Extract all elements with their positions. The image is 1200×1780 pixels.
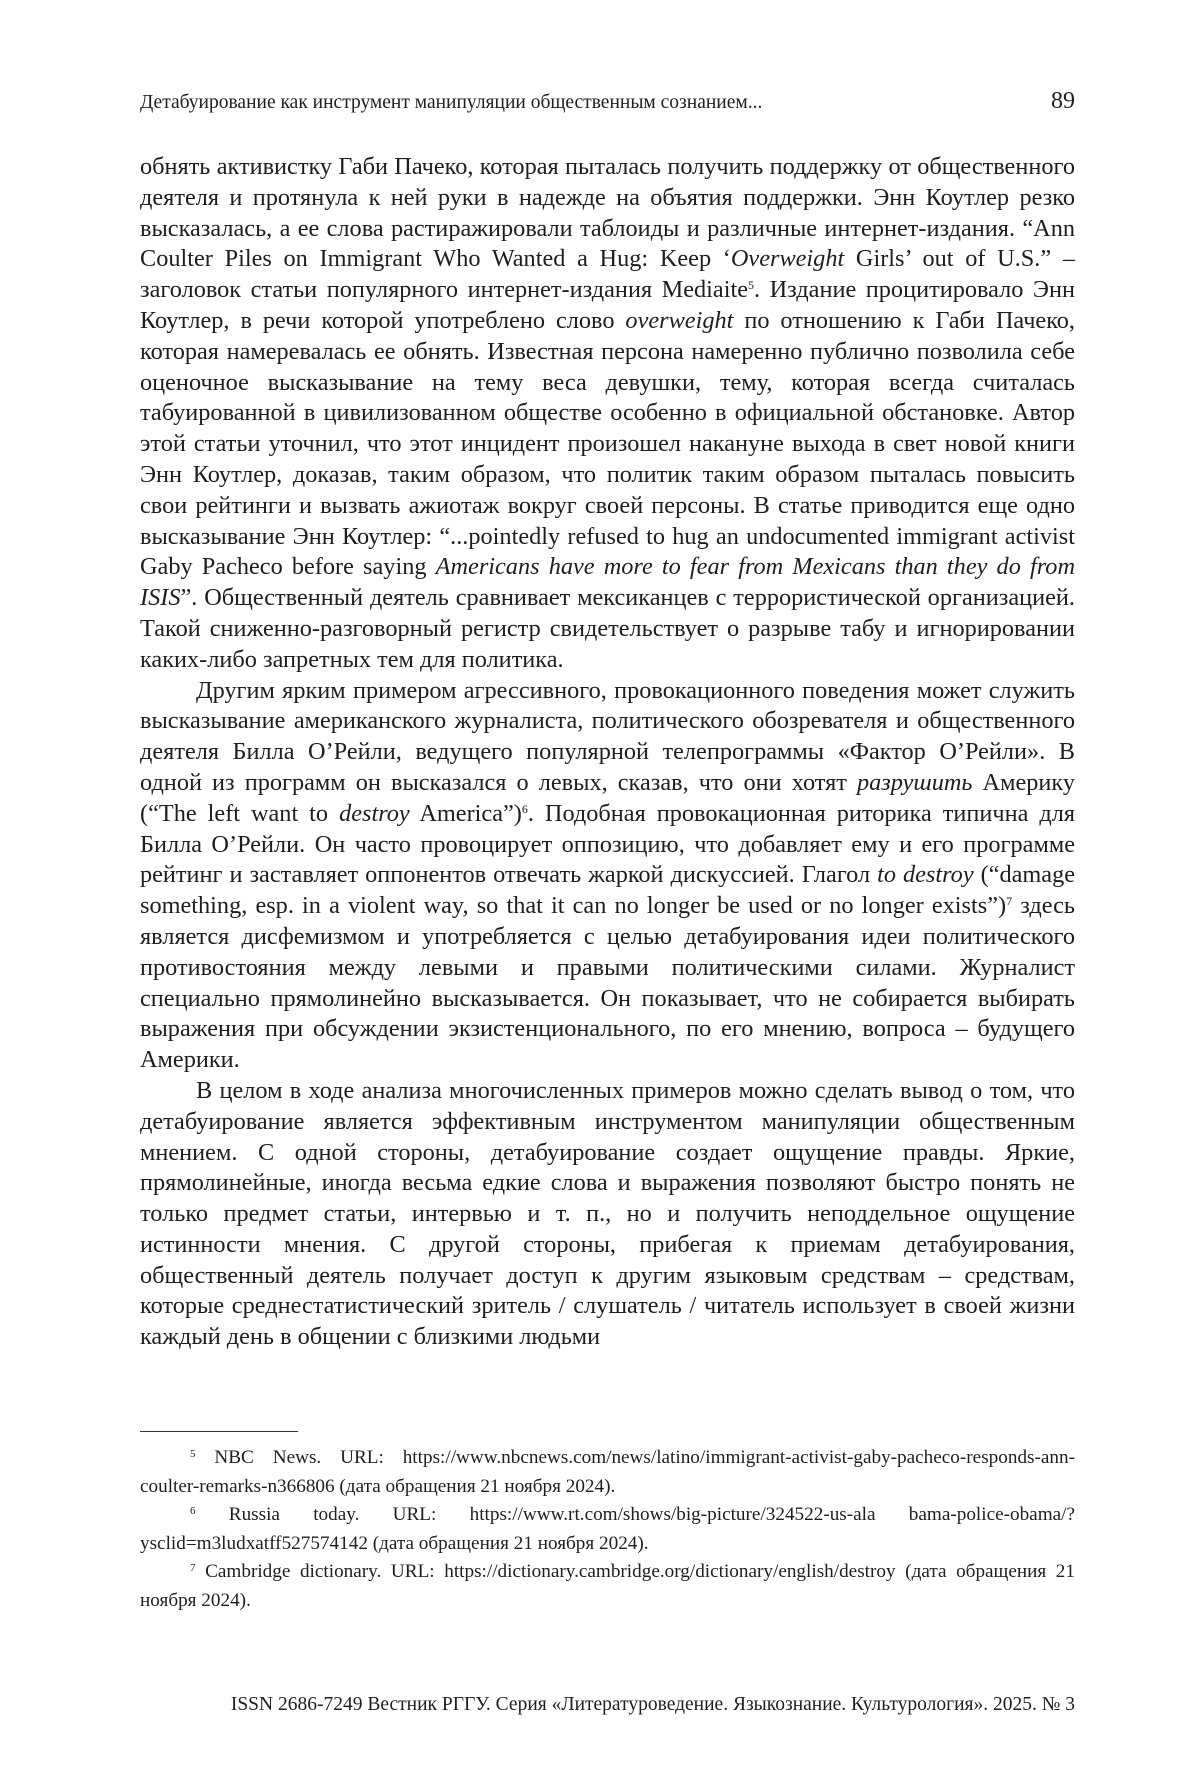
italic-text: overweight xyxy=(625,307,733,334)
text-run: обнять активистку Габи Пачеко, которая пыталась получить поддержку от общественного деятеля и протянула к ней руки в надежде на объятия поддержки. Энн Коутлер резко высказалась, а ее слова растиражировали таблоиды и различные интернет-издания. “Ann Coulter Piles on Immigrant Who Wanted a Hug: Keep ‘ xyxy=(140,153,1075,272)
footnote-ref: 6 xyxy=(522,802,528,816)
italic-text: destroy xyxy=(339,800,410,827)
paragraph xyxy=(140,152,1075,676)
paragraph xyxy=(140,676,1075,1076)
paragraph xyxy=(140,1076,1075,1353)
text-run: В целом в ходе анализа многочисленных примеров можно сделать вывод о том, что детабуирование является эффективным инструментом манипуляции общественным мнением. С одной стороны, детабуирование создает ощущение правды. Яркие, прямолинейные, иногда весьма едкие слова и выражения позволяют быстро понять не только предмет статьи, интервью и т. п., но и получить неподдельное ощущение истинности мнения. С другой стороны, прибегая к приемам детабуирования, общественный деятель получает доступ к другим языковым средствам – средствам, которые среднестатистический зритель / слушатель / читатель использует в своей жизни каждый день в общении с близкими людьми xyxy=(140,1077,1075,1350)
running-footer: ISSN 2686-7249 Вестник РГГУ. Серия «Литературоведение. Языкознание. Культурология». 2025. № 3 xyxy=(146,1694,1075,1716)
running-title: Детабуирование как инструмент манипуляции общественным сознанием... xyxy=(140,92,762,114)
footnote xyxy=(140,1444,1075,1501)
footnote xyxy=(140,1558,1075,1615)
footnote-text: Cambridge dictionary. URL: https://dictionary.cambridge.org/dictionary/english/destroy (дата обращения 21 ноября 2024). xyxy=(140,1561,1075,1611)
running-header xyxy=(140,88,1075,115)
text-run: Другим ярким примером агрессивного, провокационного поведения может служить высказывание американского журналиста, политического обозревателя и общественного деятеля Билла О’Рейли, ведущего популярной телепрограммы «Фактор О’Рейли». В одной из программ он высказался о левых, сказав, что они хотят xyxy=(140,677,1075,796)
footnote-divider xyxy=(140,1431,298,1432)
footnote-number: 6 xyxy=(190,1505,196,1517)
page-number: 89 xyxy=(1051,88,1075,115)
text-run: по отношению к Габи Пачеко, которая намеревалась ее обнять. Известная персона намеренно публично позволила себе оценочное высказывание на тему веса девушки, тему, которая всегда считалась табуированной в цивилизованном обществе особенно в официальной обстановке. Автор этой статьи уточнил, что этот инцидент произошел накануне выхода в свет новой книги Энн Коутлер, доказав, таким образом, что политик таким образом пыталась повысить свои рейтинги и вызвать ажиотаж вокруг своей персоны. В статье приводится еще одно высказывание Энн Коутлер: “...pointedly refused to hug an undocumented immigrant activist Gaby Pacheco before saying xyxy=(140,307,1075,580)
text-run: ”. Общественный деятель сравнивает мексиканцев с террористической организацией. Такой сниженно-разговорный регистр свидетельствует о разрыве табу и игнорировании каких-либо запретных тем для политика. xyxy=(140,584,1075,673)
text-run: Girls’ out of U.S.” – заголовок статьи популярного интернет-издания Mediaite xyxy=(140,245,1075,303)
footnote-ref: 7 xyxy=(1006,894,1012,908)
text-run: (“damage something, esp. in a violent way, so that it can no longer be used or no longer exists”) xyxy=(140,861,1075,919)
footnote-ref: 5 xyxy=(748,278,754,292)
journal-page xyxy=(0,0,1200,1780)
footnote-text: Russia today. URL: https://www.rt.com/shows/big-picture/324522-us-ala bama-police-obama/?ysclid=m3ludxatff527574142 (дата обращения 21 ноября 2024). xyxy=(140,1504,1075,1554)
italic-text: Americans have more to fear from Mexicans than they do from ISIS xyxy=(140,553,1075,611)
italic-text: разрушить xyxy=(857,769,972,796)
text-run: America”) xyxy=(410,800,522,827)
footnote xyxy=(140,1501,1075,1558)
text-run: Америку (“The left want to xyxy=(140,769,1075,827)
text-run: . Подобная провокационная риторика типична для Билла О’Рейли. Он часто провоцирует оппозицию, что добавляет ему и его программе рейтинг и заставляет оппонентов отвечать жаркой дискуссией. Глагол xyxy=(140,800,1075,889)
footnote-number: 5 xyxy=(190,1448,196,1460)
footnotes xyxy=(140,1444,1075,1615)
italic-text: to destroy xyxy=(877,861,974,888)
article-body xyxy=(140,152,1075,1353)
italic-text: Overweight xyxy=(731,245,844,272)
text-run: . Издание процитировало Энн Коутлер, в речи которой употреблено слово xyxy=(140,276,1075,334)
text-run: здесь является дисфемизмом и употребляется с целью детабуирования идеи политического противостояния между левыми и правыми политическими силами. Журналист специально прямолинейно высказывается. Он показывает, что не собирается выбирать выражения при обсуждении экзистенционального, по его мнению, вопроса – будущего Америки. xyxy=(140,892,1075,1073)
footnote-number: 7 xyxy=(190,1562,196,1574)
footnote-text: NBC News. URL: https://www.nbcnews.com/news/latino/immigrant-activist-gaby-pacheco-responds-ann-coulter-remarks-n366806 (дата обращения 21 ноября 2024). xyxy=(140,1447,1075,1497)
